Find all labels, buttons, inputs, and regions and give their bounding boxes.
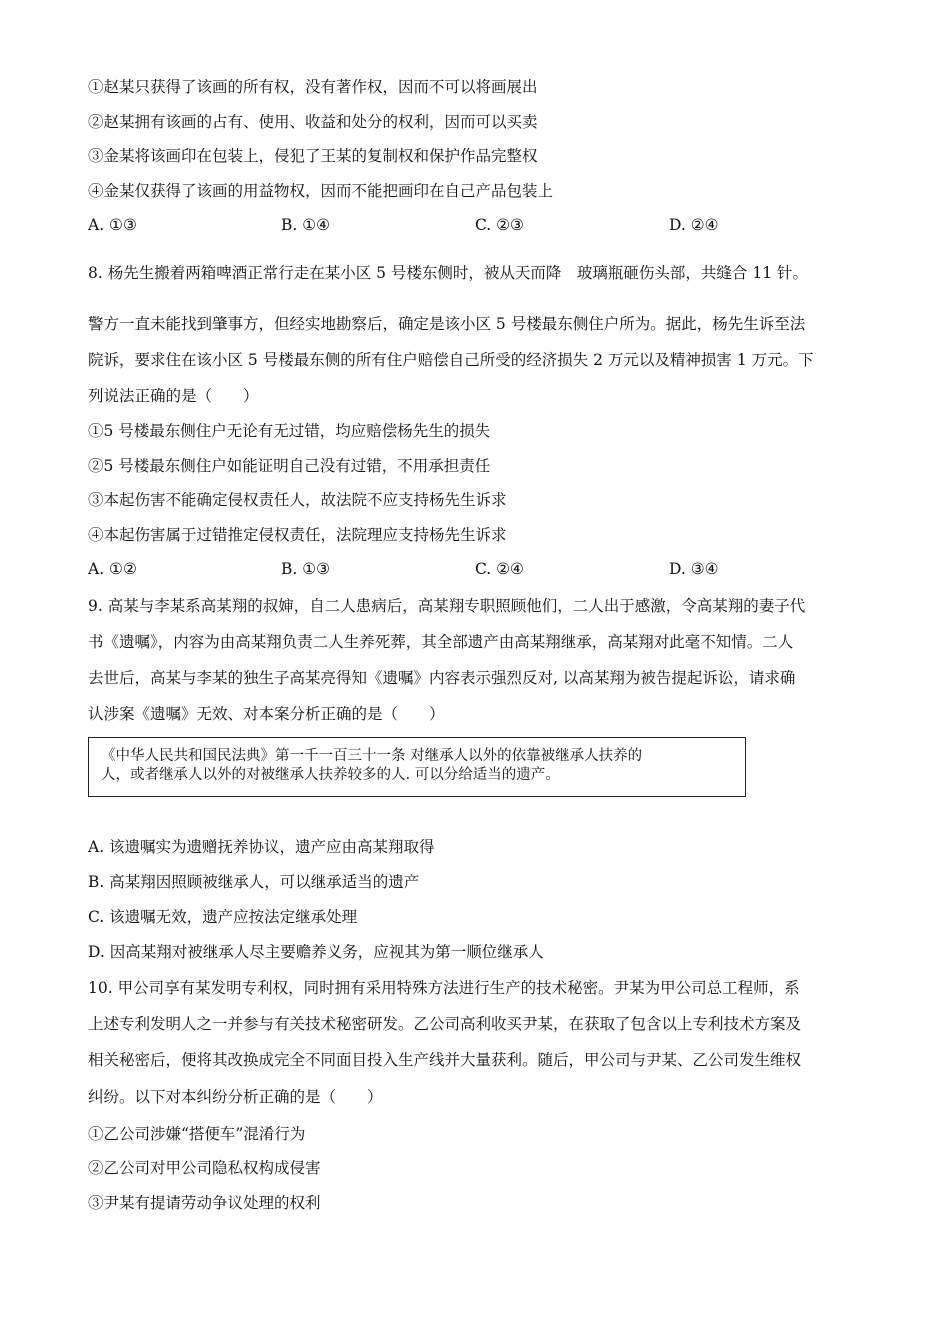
q8-option-b: B. ①③ bbox=[281, 560, 331, 578]
q7-item-3: ③金某将该画印在包装上，侵犯了王某的复制权和保护作品完整权 bbox=[88, 147, 538, 165]
q8-item-1: ①5 号楼最东侧住户无论有无过错，均应赔偿杨先生的损失 bbox=[88, 422, 491, 440]
civil-code-excerpt-line-2: 人，或者继承人以外的对被继承人扶养较多的人. 可以分给适当的遗产。 bbox=[101, 767, 560, 783]
civil-code-excerpt-line-1: 《中华人民共和国民法典》第一千一百三十一条 对继承人以外的依靠被继承人扶养的 bbox=[101, 748, 643, 764]
q10-item-2: ②乙公司对甲公司隐私权构成侵害 bbox=[88, 1159, 321, 1177]
q7-item-2: ②赵某拥有该画的占有、使用、收益和处分的权利，因而可以买卖 bbox=[88, 113, 538, 131]
q9-stem-line-4: 认涉案《遗嘱》无效、对本案分析正确的是（ ） bbox=[88, 705, 445, 723]
q7-option-c: C. ②③ bbox=[475, 216, 524, 234]
q8-option-d: D. ③④ bbox=[669, 560, 719, 578]
q7-item-1: ①赵某只获得了该画的所有权，没有著作权，因而不可以将画展出 bbox=[88, 78, 538, 96]
q7-item-4: ④金某仅获得了该画的用益物权，因而不能把画印在自己产品包装上 bbox=[88, 182, 554, 200]
q10-stem-line-4: 纠纷。以下对本纠纷分析正确的是（ ） bbox=[88, 1088, 383, 1106]
q10-item-1: ①乙公司涉嫌“搭便车”混淆行为 bbox=[88, 1125, 306, 1143]
q8-stem-line-4: 列说法正确的是（ ） bbox=[88, 387, 259, 405]
q10-item-3: ③尹某有提请劳动争议处理的权利 bbox=[88, 1194, 321, 1212]
q7-option-d: D. ②④ bbox=[669, 216, 719, 234]
q8-stem-line-2: 警方一直未能找到肇事方，但经实地勘察后，确定是该小区 5 号楼最东侧住户所为。据此，杨先生诉至法 bbox=[88, 315, 806, 333]
q9-option-c: C. 该遗嘱无效，遗产应按法定继承处理 bbox=[88, 908, 358, 926]
q9-option-d: D. 因高某翔对被继承人尽主要赡养义务，应视其为第一顺位继承人 bbox=[88, 943, 544, 961]
q10-stem-line-1: 10. 甲公司享有某发明专利权，同时拥有采用特殊方法进行生产的技术秘密。尹某为甲公司总工程师，系 bbox=[88, 979, 800, 997]
q8-item-4: ④本起伤害属于过错推定侵权责任，法院理应支持杨先生诉求 bbox=[88, 526, 507, 544]
q9-stem-line-3: 去世后，高某与李某的独生子高某亮得知《遗嘱》内容表示强烈反对, 以高某翔为被告提起诉讼，请求确 bbox=[88, 669, 796, 687]
q8-options bbox=[88, 559, 868, 579]
q7-option-a: A. ①③ bbox=[88, 216, 137, 234]
q9-option-b: B. 高某翔因照顾被继承人，可以继承适当的遗产 bbox=[88, 873, 420, 891]
q8-item-3: ③本起伤害不能确定侵权责任人，故法院不应支持杨先生诉求 bbox=[88, 491, 507, 509]
q8-option-a: A. ①② bbox=[88, 560, 137, 578]
q7-option-b: B. ①④ bbox=[281, 216, 331, 234]
q10-stem-line-2: 上述专利发明人之一并参与有关技术秘密研发。乙公司高利收买尹某，在获取了包含以上专利技术方案及 bbox=[88, 1015, 802, 1033]
q9-stem-line-2: 书《遗嘱》，内容为由高某翔负责二人生养死葬，其全部遗产由高某翔继承，高某翔对此毫不知情。二人 bbox=[88, 633, 794, 651]
q8-option-c: C. ②④ bbox=[475, 560, 524, 578]
q10-stem-line-3: 相关秘密后，便将其改换成完全不同面目投入生产线并大量获利。随后，甲公司与尹某、乙公司发生维权 bbox=[88, 1051, 802, 1069]
civil-code-excerpt-box bbox=[88, 737, 746, 797]
q9-stem-line-1: 9. 高某与李某系高某翔的叔婶，自二人患病后，高某翔专职照顾他们，二人出于感激，令高某翔的妻子代 bbox=[88, 597, 806, 615]
q8-stem-line-1: 8. 杨先生搬着两箱啤酒正常行走在某小区 5 号楼东侧时，被从天而降 玻璃瓶砸伤头部，共缝合 11 针。 bbox=[88, 264, 809, 282]
q7-options bbox=[88, 215, 868, 235]
q9-option-a: A. 该遗嘱实为遗赠抚养协议，遗产应由高某翔取得 bbox=[88, 838, 435, 856]
q8-item-2: ②5 号楼最东侧住户如能证明自己没有过错，不用承担责任 bbox=[88, 457, 491, 475]
q8-stem-line-3: 院诉，要求住在该小区 5 号楼最东侧的所有住户赔偿自己所受的经济损失 2 万元以及精神损害 1 万元。下 bbox=[88, 351, 814, 369]
